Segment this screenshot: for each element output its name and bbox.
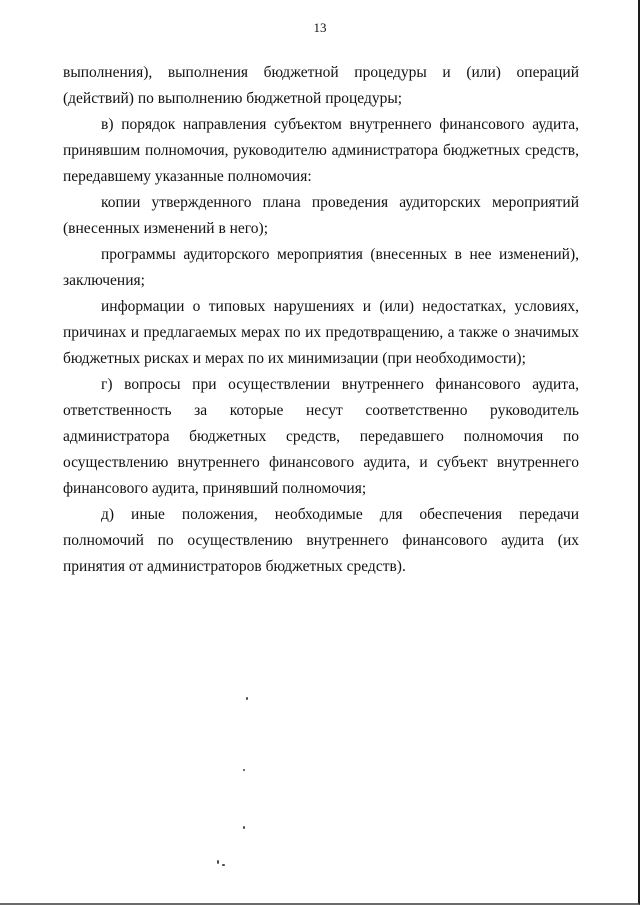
scan-speck <box>243 769 245 771</box>
page-number: 13 <box>313 20 327 35</box>
paragraph-information: информации о типовых нарушениях и (или) недостатках, условиях, причинах и предлагаемых мерах по их предотвращению, а также о значимых бюджетных рисках и мерах по их минимизации (при необходимости); <box>63 298 579 367</box>
paragraph-item-d: д) иные положения, необходимые для обеспечения передачи полномочий по осуществлению внутреннего финансового аудита (их принятия от администраторов бюджетных средств). <box>63 506 579 575</box>
scan-speck <box>246 697 248 700</box>
scan-speck <box>217 860 219 864</box>
paragraph-plan-copies: копии утвержденного плана проведения аудиторских мероприятий (внесенных изменений в него); <box>63 194 579 237</box>
paragraph-continuation: выполнения), выполнения бюджетной процедуры и (или) операций (действий) по выполнению бюджетной процедуры; <box>63 64 579 107</box>
scan-speck <box>243 826 245 829</box>
paragraph-item-g: г) вопросы при осуществлении внутреннего финансового аудита, ответственность за которые несут соответственно руководитель администратора бюджетных средств, передавшего полномочия по осуществлению внутреннего финансового аудита, и субъект внутреннего финансового аудита, принявший полномочия; <box>63 376 579 497</box>
scan-speck <box>222 864 225 866</box>
paragraph-item-v: в) порядок направления субъектом внутреннего финансового аудита, принявшим полномочия, руководителю администратора бюджетных средств, передавшему указанные полномочия: <box>63 116 579 185</box>
paragraph-programs: программы аудиторского мероприятия (внесенных в нее изменений), заключения; <box>63 246 579 289</box>
document-body <box>63 60 579 580</box>
